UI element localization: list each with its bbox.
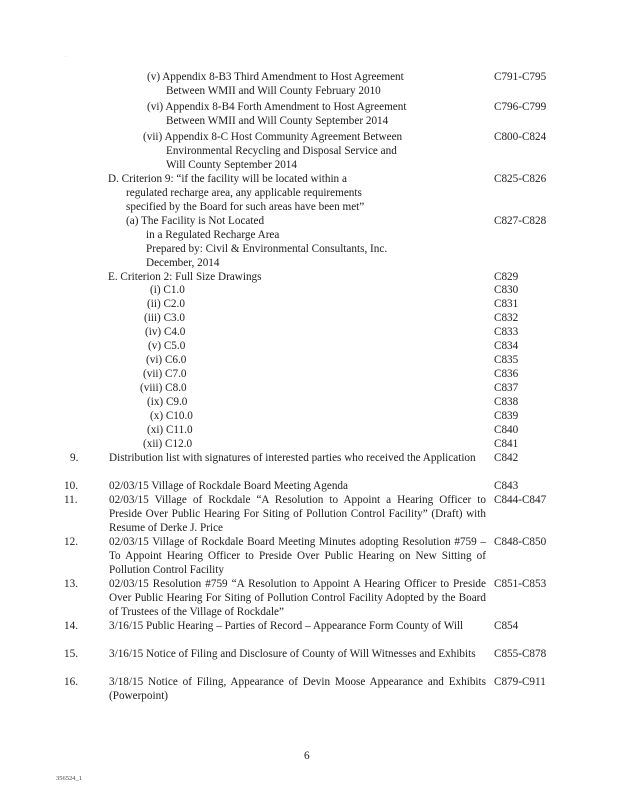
drawing-ref: C838: [494, 396, 519, 408]
item-text: 3/18/15 Notice of Filing, Appearance of Devin Moose Appearance and Exhibits (Powerpoint): [109, 676, 486, 702]
criterion9-line1: D. Criterion 9: “if the facility will be located within a: [108, 173, 347, 185]
drawing-ref: C839: [494, 410, 519, 422]
item-text: 02/03/15 Village of Rockdale “A Resolution to Appoint a Hearing Officer to Preside Over Public Hearing For Siting of Pollution Control Facility” (Draft) with Resume of Derke J. Price: [109, 494, 486, 534]
drawing-ref: C832: [494, 312, 519, 324]
criterion9-sub-line3: Prepared by: Civil & Environmental Consultants, Inc.: [146, 243, 388, 255]
drawing-ref: C840: [494, 424, 519, 436]
drawing-item: (v) C5.0: [148, 340, 186, 352]
appendix-item-vii-line3: Will County September 2014: [166, 159, 297, 171]
appendix-item-v-line2: Between WMII and Will County February 2010: [166, 85, 381, 97]
drawing-ref: C841: [494, 438, 519, 450]
item-number: 11.: [64, 494, 78, 506]
document-id: 356524_1: [56, 775, 82, 782]
drawing-ref: C835: [494, 354, 519, 366]
item-ref: C855-C878: [494, 648, 547, 660]
drawing-item: (xii) C12.0: [143, 438, 193, 450]
appendix-item-vi-ref: C796-C799: [494, 101, 547, 113]
item-number: 15.: [64, 648, 78, 660]
item-ref: C851-C853: [494, 578, 547, 590]
item-ref: C854: [494, 620, 519, 632]
drawing-item: (ix) C9.0: [147, 396, 188, 408]
criterion2-heading: E. Criterion 2: Full Size Drawings: [108, 271, 262, 283]
item-text: Distribution list with signatures of interested parties who received the Application: [109, 452, 476, 464]
drawing-item: (vii) C7.0: [143, 368, 187, 380]
item-number: 16.: [64, 676, 78, 688]
item-ref: C879-C911: [494, 676, 546, 688]
item-text: 02/03/15 Village of Rockdale Board Meeting Minutes adopting Resolution #759 – To Appoint Hearing Officer to Preside Over Public Hearing on New Sitting of Pollution Control Facility: [109, 536, 486, 576]
appendix-item-v-line1: (v) Appendix 8-B3 Third Amendment to Host Agreement: [147, 71, 404, 83]
drawing-item: (viii) C8.0: [140, 382, 187, 394]
item-text: 3/16/15 Public Hearing – Parties of Record – Appearance Form County of Will: [109, 620, 464, 632]
criterion9-sub-ref: C827-C828: [494, 215, 547, 227]
page-number: 6: [304, 750, 310, 762]
item-number: 14.: [64, 620, 78, 632]
item-number: 10.: [64, 480, 78, 492]
item-ref: C842: [494, 452, 519, 464]
item-number: 12.: [64, 536, 78, 548]
appendix-item-vii-line2: Environmental Recycling and Disposal Service and: [166, 145, 397, 157]
drawing-item: (iii) C3.0: [144, 312, 186, 324]
drawing-item: (vi) C6.0: [146, 354, 187, 366]
criterion2-ref: C829: [494, 271, 519, 283]
drawing-item: (iv) C4.0: [145, 326, 186, 338]
item-ref: C843: [494, 480, 519, 492]
criterion9-line3: specified by the Board for such areas have been met”: [126, 201, 365, 213]
appendix-item-v-ref: C791-C795: [494, 71, 547, 83]
drawing-item: (i) C1.0: [150, 284, 185, 296]
drawing-ref: C834: [494, 340, 519, 352]
item-ref: C844-C847: [494, 494, 547, 506]
appendix-item-vii-line1: (vii) Appendix 8-C Host Community Agreement Between: [143, 131, 403, 143]
drawing-item: (xi) C11.0: [147, 424, 193, 436]
criterion9-sub-line1: (a) The Facility is Not Located: [126, 215, 265, 227]
criterion9-sub-line4: December, 2014: [146, 257, 220, 269]
appendix-item-vii-ref: C800-C824: [494, 131, 547, 143]
drawing-ref: C831: [494, 298, 519, 310]
drawing-ref: C830: [494, 284, 519, 296]
criterion9-line2: regulated recharge area, any applicable requirements: [126, 187, 362, 199]
item-text: 3/16/15 Notice of Filing and Disclosure of County of Will Witnesses and Exhibits: [109, 648, 476, 660]
drawing-ref: C837: [494, 382, 519, 394]
item-text: 02/03/15 Resolution #759 “A Resolution to Appoint A Hearing Officer to Preside Over Public Hearing For Siting of Pollution Control Facility Adopted by the Board of Trustees of the Village of Rockdale”: [109, 578, 486, 618]
criterion9-ref: C825-C826: [494, 173, 547, 185]
drawing-ref: C833: [494, 326, 519, 338]
drawing-ref: C836: [494, 368, 519, 380]
item-text: 02/03/15 Village of Rockdale Board Meeting Agenda: [109, 480, 348, 492]
appendix-item-vi-line1: (vi) Appendix 8-B4 Forth Amendment to Host Agreement: [147, 101, 407, 113]
item-number: 13.: [64, 578, 78, 590]
drawing-item: (x) C10.0: [150, 410, 193, 422]
drawing-item: (ii) C2.0: [147, 298, 185, 310]
item-number: 9.: [70, 452, 79, 464]
item-ref: C848-C850: [494, 536, 547, 548]
scan-mark: ·: [65, 55, 67, 60]
criterion9-sub-line2: in a Regulated Recharge Area: [146, 229, 280, 241]
appendix-item-vi-line2: Between WMII and Will County September 2014: [166, 115, 389, 127]
